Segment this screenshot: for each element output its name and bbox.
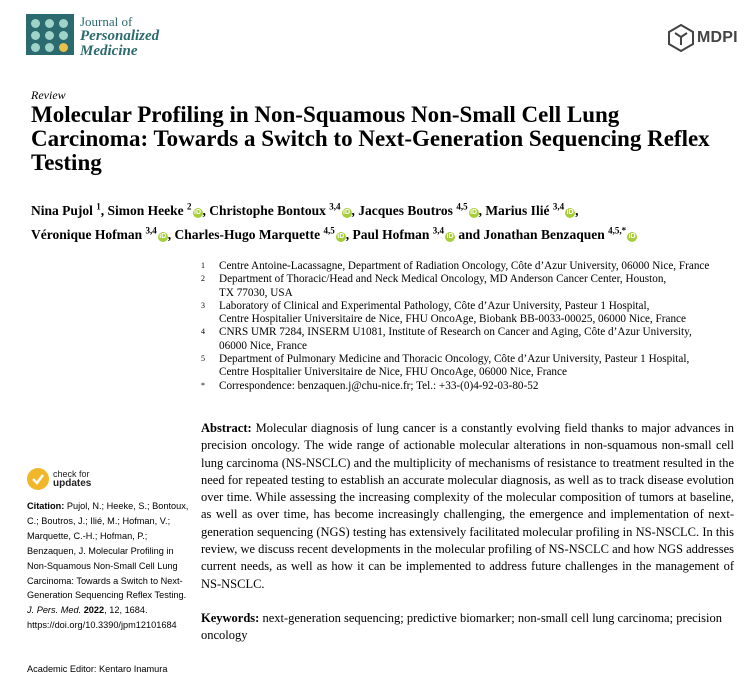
affiliation xyxy=(201,260,741,273)
journal-logo xyxy=(26,14,74,55)
author-name: Véronique Hofman xyxy=(31,227,143,242)
citation-block xyxy=(27,499,189,633)
affiliation-list xyxy=(201,260,741,393)
citation-text: Pujol, N.; Heeke, S.; Bontoux, C.; Boutros, J.; Ilié, M.; Hofman, V.; Marquette, C.-H.; Hofman, P.; Benzaquen, J. Molecular Profiling in Non-Squamous Non-Small Cell Lung Carcinoma: Towards a Switch to Next-Generation Sequencing Reflex Testing. xyxy=(27,501,189,601)
author-separator: , xyxy=(478,202,486,218)
journal-name-line3: Medicine xyxy=(80,43,138,59)
author-separator: , xyxy=(351,202,359,218)
author-name: Charles-Hugo Marquette xyxy=(174,227,321,242)
author xyxy=(353,227,484,242)
author-name: Christophe Bontoux xyxy=(209,202,326,218)
affiliation-number: 2 xyxy=(201,274,205,284)
affiliation-line: 06000 Nice, France xyxy=(219,339,307,352)
author-name: Jacques Boutros xyxy=(358,202,453,218)
affiliation-line: Laboratory of Clinical and Experimental Pathology, Côte d’Azur University, Pasteur 1 Hospital, xyxy=(219,299,650,312)
affiliation-number: 1 xyxy=(201,261,205,270)
author-separator: , xyxy=(202,202,210,218)
affiliation xyxy=(201,326,741,353)
author xyxy=(209,203,358,218)
author-name: Marius Ilié xyxy=(485,202,550,218)
affiliation xyxy=(201,300,741,327)
author-separator: , xyxy=(100,202,108,218)
academic-editor: Academic Editor: Kentaro Inamura xyxy=(27,664,168,674)
author xyxy=(175,227,353,242)
orcid-icon[interactable]: iD xyxy=(566,208,574,216)
author xyxy=(108,203,210,218)
author-affiliation-marker: 4,5 xyxy=(323,225,335,236)
orcid-icon[interactable]: iD xyxy=(470,208,478,216)
citation-volume: , 12, 1684. xyxy=(104,605,148,616)
orcid-icon[interactable]: iD xyxy=(446,233,454,240)
author-affiliation-marker: 4,5,* xyxy=(608,225,627,236)
check-updates-icon xyxy=(27,468,49,490)
author-affiliation-marker: 3,4 xyxy=(552,201,565,211)
orcid-icon[interactable]: iD xyxy=(337,233,345,240)
journal-name-line1: Journal of xyxy=(80,14,133,29)
author-name: Nina Pujol xyxy=(31,202,93,218)
author-separator: , xyxy=(345,227,353,242)
citation-journal: J. Pers. Med. xyxy=(27,605,82,616)
citation-label: Citation: xyxy=(27,501,65,511)
keywords xyxy=(201,610,734,645)
mdpi-hexagon-icon xyxy=(668,24,694,52)
affiliation-text xyxy=(219,326,741,353)
affiliation xyxy=(201,380,741,393)
affiliation-text xyxy=(219,273,741,300)
publisher-logo xyxy=(668,24,738,52)
affiliation xyxy=(201,273,741,300)
author-name: Paul Hofman xyxy=(352,227,430,242)
author-affiliation-marker: 3,4 xyxy=(329,201,341,211)
affiliation-line: Correspondence: benzaquen.j@chu-nice.fr; Tel.: +33-(0)4-92-03-80-52 xyxy=(219,379,539,392)
article-title: Molecular Profiling in Non-Squamous Non-Small Cell Lung Carcinoma: Towards a Switch to Next-Generation Sequencing Reflex Testing xyxy=(31,102,710,175)
affiliation-line: CNRS UMR 7284, INSERM U1081, Institute of Research on Cancer and Aging, Côte d’Azur University, xyxy=(219,326,692,339)
affiliation-number: * xyxy=(201,380,205,390)
abstract-text: Molecular diagnosis of lung cancer is a constantly evolving field thanks to major advances in precision oncology. The wide range of actionable molecular alterations in non-squamous non-small cell lung carcinoma (NS-NSCLC) and the multiplicity of mechanisms of resistance to treatment resulted in the need for repeated testing to establish an accurate molecular diagnosis, as well as to track disease evolution over time. While assessing the increasing complexity of the molecular composition of tumors at baseline, as well as over time, has become increasingly challenging, the emergence and implementation of next-generation sequencing (NGS) testing has extensively facilitated molecular profiling in NS-NSCLC. In this review, we discuss recent developments in the molecular profiling of NS-NSCLC and how NGS addresses current needs, as well as how it can be implemented to address future challenges in the management of NS-NSCLC. xyxy=(201,421,734,591)
author-affiliation-marker: 4,5 xyxy=(456,201,468,211)
affiliation-text xyxy=(219,300,741,327)
author-name: Simon Heeke xyxy=(107,202,184,218)
keywords-label: Keywords: xyxy=(201,611,260,625)
check-updates-line1: check for xyxy=(53,469,90,479)
publisher-name: MDPI xyxy=(697,29,738,46)
affiliation-number: 4 xyxy=(201,327,205,337)
citation-year: 2022 xyxy=(83,605,105,616)
orcid-icon[interactable]: iD xyxy=(628,233,636,240)
affiliation-text xyxy=(219,353,741,380)
author-name: Jonathan Benzaquen xyxy=(483,227,605,242)
author-affiliation-marker: 1 xyxy=(96,201,101,211)
orcid-icon[interactable]: iD xyxy=(194,208,202,216)
author-separator: , xyxy=(575,202,579,218)
article-type: Review xyxy=(31,88,66,102)
affiliation-line: Centre Hospitalier Universitaire de Nice, FHU OncoAge, 06000 Nice, France xyxy=(219,366,567,379)
journal-name xyxy=(80,14,159,59)
affiliation-line: Department of Pulmonary Medicine and Thoracic Oncology, Côte d’Azur University, Pasteur 1 Hospital, xyxy=(219,353,690,366)
author xyxy=(31,227,175,242)
affiliation-line: Centre Antoine-Lacassagne, Department of Radiation Oncology, Côte d’Azur University, 06000 Nice, France xyxy=(219,260,710,272)
affiliation-line: TX 77030, USA xyxy=(219,286,293,299)
affiliation-line: Centre Hospitalier Universitaire de Nice, FHU OncoAge, Biobank BB-0033-00025, 06000 Nice, France xyxy=(219,313,686,326)
abstract xyxy=(201,420,734,593)
orcid-icon[interactable]: iD xyxy=(159,233,167,240)
affiliation-number: 3 xyxy=(201,300,205,310)
affiliation-number: 5 xyxy=(201,354,205,364)
affiliation-line: Department of Thoracic/Head and Neck Medical Oncology, MD Anderson Cancer Center, Houston, xyxy=(219,273,667,286)
author-affiliation-marker: 2 xyxy=(187,201,192,211)
author-affiliation-marker: 3,4 xyxy=(432,225,445,236)
affiliation-text xyxy=(219,380,741,393)
author-separator: , xyxy=(167,227,175,242)
abstract-label: Abstract: xyxy=(201,421,252,435)
author xyxy=(31,203,108,218)
keywords-text: next-generation sequencing; predictive biomarker; non-small cell lung carcinoma; precision oncology xyxy=(201,611,723,643)
citation-doi-link[interactable]: https://doi.org/10.3390/jpm12101684 xyxy=(27,620,177,631)
journal-name-line2: Personalized xyxy=(80,28,160,44)
author-separator: and xyxy=(455,227,484,242)
check-updates-line2: updates xyxy=(53,478,92,489)
check-for-updates-button[interactable] xyxy=(27,468,91,490)
author xyxy=(358,203,485,218)
author-affiliation-marker: 3,4 xyxy=(145,225,157,236)
affiliation xyxy=(201,353,741,380)
author xyxy=(484,227,638,242)
author-list xyxy=(31,196,731,245)
affiliation-text xyxy=(219,260,741,273)
orcid-icon[interactable]: iD xyxy=(343,208,351,216)
author xyxy=(485,203,578,218)
